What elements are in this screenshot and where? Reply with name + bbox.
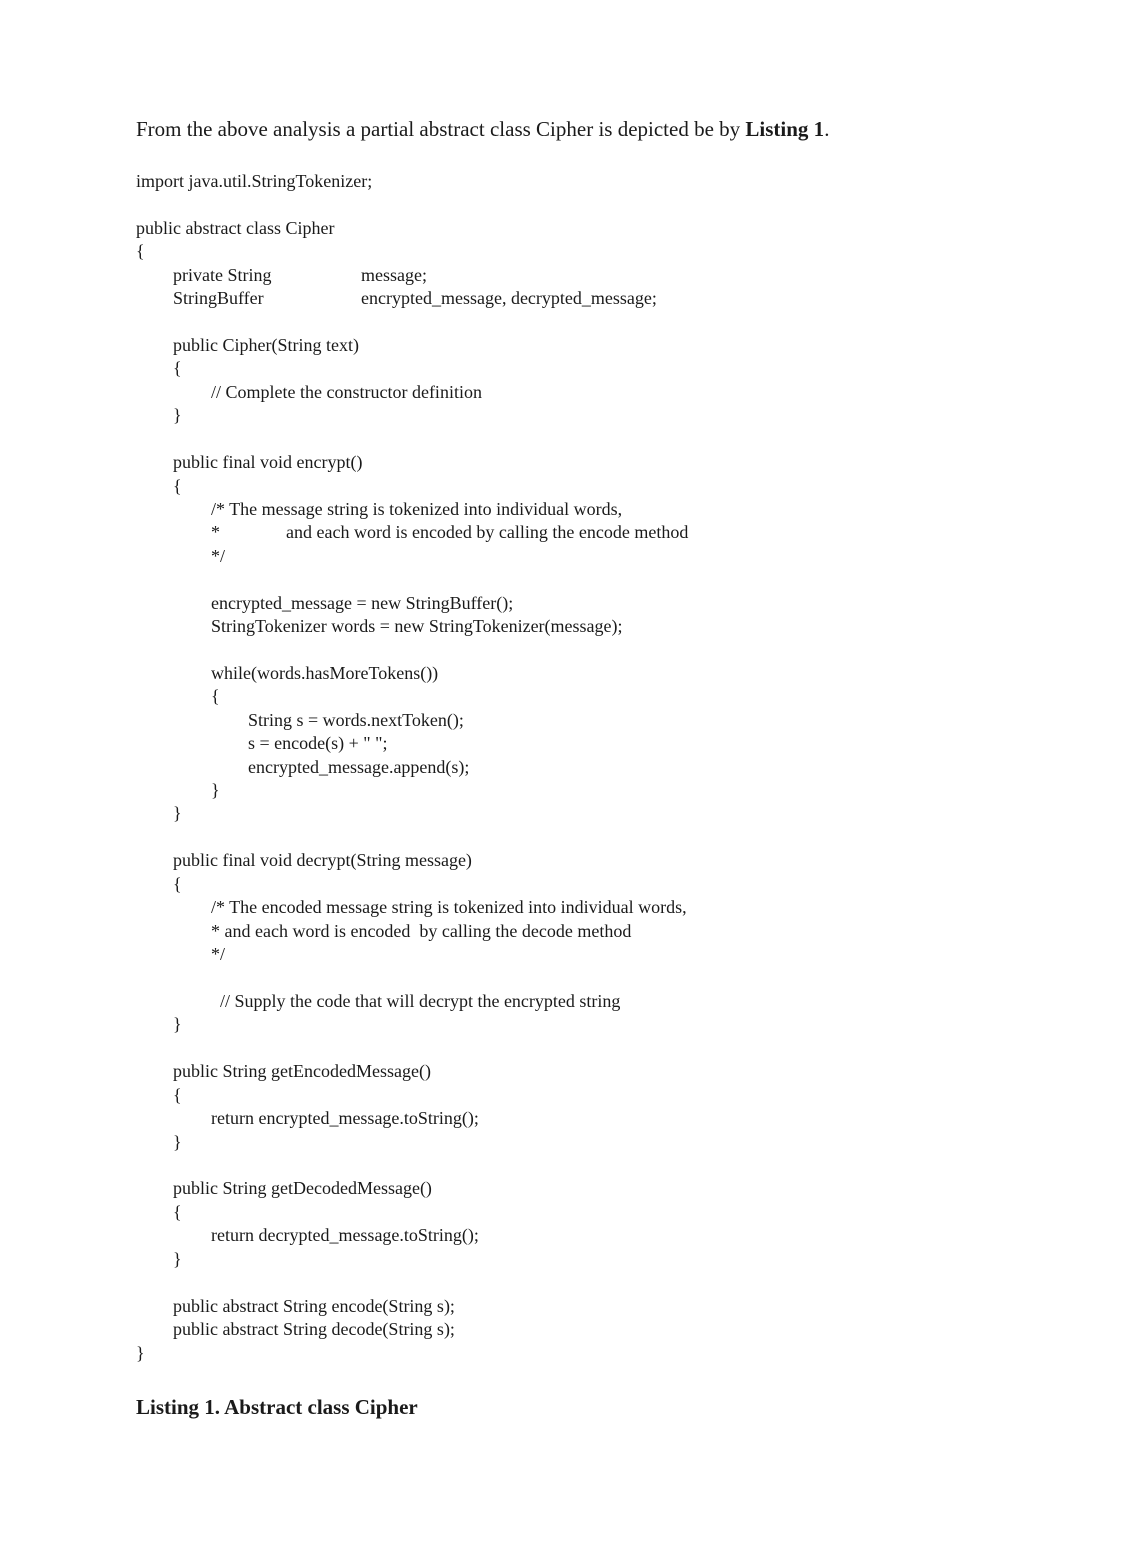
code-line: }: [173, 803, 182, 823]
code-line: // Supply the code that will decrypt the encrypted string: [220, 991, 621, 1011]
code-line: public final void decrypt(String message): [173, 850, 472, 870]
code-line: */: [211, 546, 226, 566]
code-line: // Complete the constructor definition: [211, 382, 482, 402]
code-line: }: [173, 1249, 182, 1269]
listing-caption: Listing 1. Abstract class Cipher: [136, 1395, 418, 1419]
code-line: encrypted_message.append(s);: [248, 757, 470, 777]
code-line: import java.util.StringTokenizer;: [136, 171, 373, 191]
code-line: }: [211, 780, 220, 800]
code-line: }: [173, 1132, 182, 1152]
code-line: {: [136, 241, 145, 261]
code-line: }: [173, 1014, 182, 1034]
code-line: public abstract String encode(String s);: [173, 1296, 455, 1316]
code-line: {: [173, 358, 182, 378]
code-line: /* The encoded message string is tokenized into individual words,: [211, 897, 687, 917]
code-line: message;: [361, 265, 427, 285]
code-line: encrypted_message = new StringBuffer();: [211, 593, 514, 613]
code-line: *: [211, 522, 220, 542]
code-line: while(words.hasMoreTokens()): [211, 663, 439, 683]
intro-text: From the above analysis a partial abstract class Cipher is depicted be by: [136, 117, 746, 141]
code-line: public Cipher(String text): [173, 335, 359, 355]
code-line: {: [173, 1085, 182, 1105]
listing-reference: Listing 1: [745, 117, 825, 141]
code-line: {: [211, 686, 220, 706]
code-line: and each word is encoded by calling the encode method: [286, 522, 689, 542]
code-line: s = encode(s) + " ";: [248, 733, 388, 753]
code-line: /* The message string is tokenized into individual words,: [211, 499, 623, 519]
code-line: {: [173, 476, 182, 496]
intro-period: .: [824, 117, 830, 141]
code-line: {: [173, 1202, 182, 1222]
code-line: public String getDecodedMessage(): [173, 1178, 432, 1198]
code-line: public abstract class Cipher: [136, 218, 335, 238]
code-line: StringBuffer: [173, 288, 264, 308]
code-line: return encrypted_message.toString();: [211, 1108, 479, 1128]
code-line: private String: [173, 265, 272, 285]
code-line: }: [173, 405, 182, 425]
code-line: encrypted_message, decrypted_message;: [361, 288, 657, 308]
code-line: String s = words.nextToken();: [248, 710, 464, 730]
code-line: public abstract String decode(String s);: [173, 1319, 455, 1339]
code-line: StringTokenizer words = new StringTokenizer(message);: [211, 616, 623, 636]
code-line: */: [211, 944, 226, 964]
code-line: * and each word is encoded by calling the decode method: [211, 921, 632, 941]
code-line: public final void encrypt(): [173, 452, 363, 472]
code-line: {: [173, 874, 182, 894]
code-line: }: [136, 1343, 145, 1363]
code-line: public String getEncodedMessage(): [173, 1061, 431, 1081]
code-line: return decrypted_message.toString();: [211, 1225, 479, 1245]
